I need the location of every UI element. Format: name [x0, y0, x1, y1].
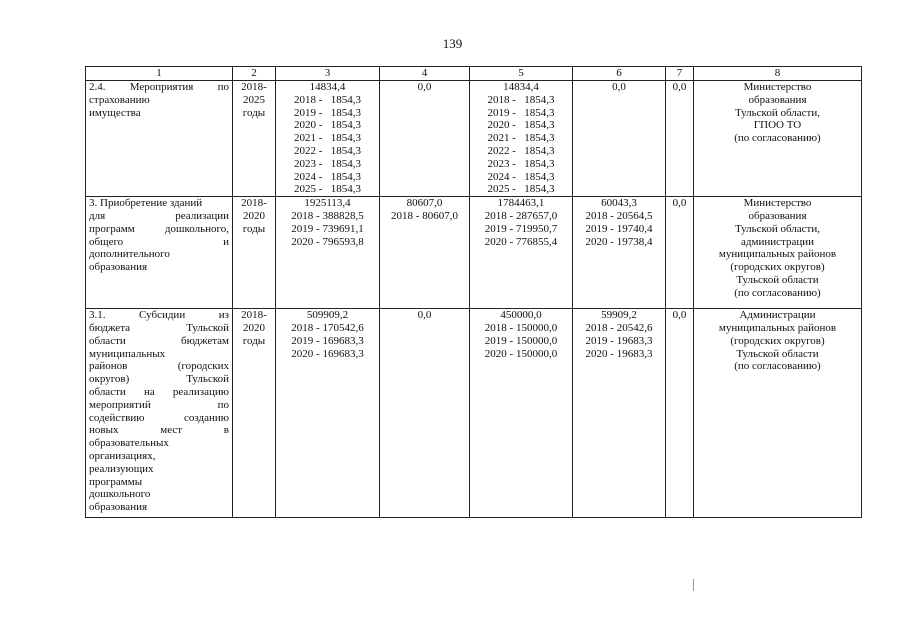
cell-line: 2020 - 150000,0 — [484, 347, 558, 360]
cell-line: 0,0 — [672, 309, 687, 322]
cell-line: 1784463,1 — [497, 197, 545, 210]
column-header-2: 2 — [233, 67, 276, 81]
cell-line: 2018 - 1854,3 — [487, 93, 555, 106]
responsible-executor-cell — [694, 197, 862, 309]
table-row — [86, 81, 862, 197]
cell-line: годы — [242, 106, 266, 119]
cell-line: муниципальных районов — [718, 248, 837, 261]
cell-line: 2025 - 1854,3 — [487, 183, 555, 196]
cell-line: годы — [242, 334, 266, 347]
cell-line: мероприятий по — [89, 398, 229, 411]
cell-line: 2024 - 1854,3 — [487, 170, 555, 183]
cell-line: образовательных — [89, 437, 169, 450]
cell-line: страхованию — [89, 93, 150, 106]
cell-line: организациях, — [89, 449, 156, 462]
column-header-4: 4 — [380, 67, 470, 81]
activity-name-cell — [86, 81, 233, 197]
cell-line: (по согласованию) — [734, 132, 821, 145]
cell-line: 2021 - 1854,3 — [487, 132, 555, 145]
cell-line: 2021 - 1854,3 — [294, 132, 361, 145]
local-budget-cell — [573, 309, 666, 518]
cell-line: Министерство — [743, 197, 812, 210]
federal-budget-cell — [380, 309, 470, 518]
cell-line: (по согласованию) — [734, 286, 821, 299]
cell-line: имущества — [89, 106, 141, 119]
cell-line: 2018 - 80607,0 — [391, 209, 458, 222]
period-cell — [233, 197, 276, 309]
cell-line: 2019 - 1854,3 — [294, 106, 361, 119]
cell-line: муниципальных — [89, 347, 166, 360]
cell-line: (городских округов) — [730, 334, 825, 347]
extrabudgetary-cell — [666, 197, 694, 309]
cell-line: (по согласованию) — [734, 360, 821, 373]
table-row — [86, 197, 862, 309]
cell-line: 60043,3 — [601, 197, 637, 210]
table-row — [86, 309, 862, 518]
cell-line: Тульской области — [736, 273, 819, 286]
column-header-6: 6 — [573, 67, 666, 81]
cell-line: ГПОО ТО — [753, 119, 802, 132]
cell-line: 2020 — [243, 321, 265, 334]
cell-line: 2022 - 1854,3 — [294, 144, 361, 157]
total-funding-cell — [276, 81, 380, 197]
cell-line: 0,0 — [417, 309, 432, 322]
cell-line: Тульской области, — [734, 106, 821, 119]
cell-line: образования — [89, 501, 148, 514]
regional-budget-cell — [470, 309, 573, 518]
federal-budget-cell — [380, 197, 470, 309]
cell-line: 2022 - 1854,3 — [487, 144, 555, 157]
table-body — [86, 81, 862, 518]
cell-line: 1925113,4 — [304, 197, 351, 210]
cell-line: Тульской области — [736, 347, 819, 360]
cell-line: 59909,2 — [601, 309, 637, 322]
cell-line: 2019 - 739691,1 — [291, 222, 364, 235]
cell-line: 2018 - 20542,6 — [585, 321, 653, 334]
cell-line: 2025 — [243, 93, 265, 106]
header-row — [86, 67, 862, 81]
cell-line: области на реализацию — [89, 385, 229, 398]
activity-name-cell — [86, 309, 233, 518]
cell-line: бюджета Тульской — [89, 321, 229, 334]
cell-line: (городских округов) — [730, 261, 825, 274]
cell-line: администрации — [741, 235, 814, 248]
cell-line: 2025 - 1854,3 — [294, 183, 361, 196]
period-cell — [233, 309, 276, 518]
cell-line: 2019 - 169683,3 — [291, 334, 364, 347]
cell-line: 2020 - 776855,4 — [484, 235, 558, 248]
cell-line: 3.1. Субсидии из — [89, 309, 229, 322]
cell-line: 2018 - 20564,5 — [585, 209, 653, 222]
cell-line: 2019 - 150000,0 — [484, 334, 558, 347]
responsible-executor-cell — [694, 81, 862, 197]
cell-line: муниципальных районов — [718, 321, 837, 334]
cell-line: общего и — [89, 235, 229, 248]
cell-line: 2018 - 170542,6 — [291, 321, 364, 334]
cell-line: 2019 - 719950,7 — [484, 222, 558, 235]
cell-line: 2018- — [241, 309, 267, 322]
cell-line: 450000,0 — [500, 309, 542, 322]
cell-line: 2.4. Мероприятия по — [89, 81, 229, 93]
cell-line: Тульской области, — [734, 222, 821, 235]
cell-line: 2020 - 1854,3 — [294, 119, 361, 132]
cell-line: 2018 - 150000,0 — [484, 321, 558, 334]
cell-line: образования — [748, 209, 807, 222]
cell-line: годы — [242, 222, 266, 235]
cell-line: районов (городских — [89, 360, 229, 373]
cell-line: 0,0 — [672, 81, 687, 93]
column-header-7: 7 — [666, 67, 694, 81]
cell-line: 2019 - 19683,3 — [585, 334, 653, 347]
cell-line: 2018 - 388828,5 — [291, 209, 364, 222]
cell-line: реализующих — [89, 462, 154, 475]
cell-line: 0,0 — [672, 197, 687, 210]
period-cell — [233, 81, 276, 197]
cell-line: 2018- — [241, 197, 267, 210]
cell-line: 0,0 — [417, 81, 432, 93]
cell-line: 509909,2 — [306, 309, 349, 322]
cell-line: 14834,4 — [309, 81, 346, 93]
column-header-3: 3 — [276, 67, 380, 81]
cell-line: 2023 - 1854,3 — [294, 157, 361, 170]
program-table — [85, 66, 862, 518]
extrabudgetary-cell — [666, 81, 694, 197]
local-budget-cell — [573, 81, 666, 197]
cell-line: Министерство — [743, 81, 812, 93]
activity-name-cell — [86, 197, 233, 309]
regional-budget-cell — [470, 81, 573, 197]
cell-line: 2020 - 1854,3 — [487, 119, 555, 132]
cell-line: дополнительного — [89, 248, 170, 261]
cell-line: 2020 - 19738,4 — [585, 235, 653, 248]
cell-line: программ дошкольного, — [89, 222, 229, 235]
cell-line: программы — [89, 475, 143, 488]
cell-line: 2020 - 19683,3 — [585, 347, 653, 360]
cell-line: 2018 - 287657,0 — [484, 209, 558, 222]
cell-line: 2018 - 1854,3 — [294, 93, 361, 106]
cell-line: области бюджетам — [89, 334, 229, 347]
cell-line: 2020 — [243, 209, 265, 222]
cell-line: 0,0 — [612, 81, 626, 93]
cell-line: 2019 - 19740,4 — [585, 222, 653, 235]
scan-mark — [693, 579, 694, 591]
cell-line: 2018- — [241, 81, 267, 93]
page-number: 139 — [442, 36, 463, 51]
cell-line: новых мест в — [89, 424, 229, 437]
table-header — [86, 67, 862, 81]
cell-line: содействию созданию — [89, 411, 229, 424]
cell-line: образования — [89, 261, 148, 274]
cell-line: образования — [748, 93, 807, 106]
cell-line: 2020 - 796593,8 — [291, 235, 364, 248]
column-header-1: 1 — [86, 67, 233, 81]
total-funding-cell — [276, 309, 380, 518]
cell-line: 3. Приобретение зданий — [89, 197, 203, 210]
cell-line: 2023 - 1854,3 — [487, 157, 555, 170]
cell-line: 2019 - 1854,3 — [487, 106, 555, 119]
cell-line: Администрации — [739, 309, 816, 322]
cell-line: дошкольного — [89, 488, 151, 501]
total-funding-cell — [276, 197, 380, 309]
cell-line: для реализации — [89, 209, 229, 222]
cell-line: 2020 - 169683,3 — [291, 347, 364, 360]
regional-budget-cell — [470, 197, 573, 309]
federal-budget-cell — [380, 81, 470, 197]
cell-line: 80607,0 — [406, 197, 443, 210]
local-budget-cell — [573, 197, 666, 309]
responsible-executor-cell — [694, 309, 862, 518]
column-header-8: 8 — [694, 67, 862, 81]
cell-line: 2024 - 1854,3 — [294, 170, 361, 183]
cell-line: 14834,4 — [503, 81, 539, 93]
extrabudgetary-cell — [666, 309, 694, 518]
column-header-5: 5 — [470, 67, 573, 81]
cell-line: округов) Тульской — [89, 373, 229, 386]
